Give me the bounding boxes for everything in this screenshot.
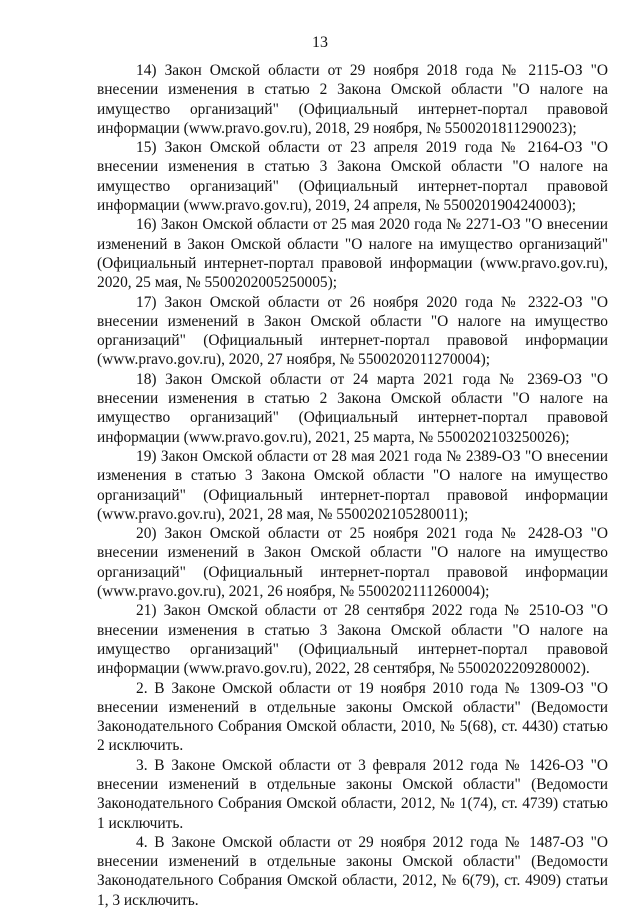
clause-3: 3. В Законе Омской области от 3 февраля 2012 года № 1426-ОЗ "О внесении изменений в отдельные законы Омской области" (Ведомости Законодательного Собрания Омской области, 2012, № 1(74), ст. 4739) статью 1 исключить. — [97, 756, 608, 832]
clause-2: 2. В Законе Омской области от 19 ноября 2010 года № 1309-ОЗ "О внесении изменений в отдельные законы Омской области" (Ведомости Законодательного Собрания Омской области, 2010, № 5(68), ст. 4430) статью 2 исключить. — [97, 679, 608, 755]
list-item-17: 17) Закон Омской области от 26 ноября 2020 года № 2322-ОЗ "О внесении изменений в Закон Омской области "О налоге на имущество организаций" (Официальный интернет-портал правовой информации (www.pravo.gov.ru), 2020, 27 ноября, № 5500202011270004); — [97, 293, 608, 369]
list-item-15: 15) Закон Омской области от 23 апреля 2019 года № 2164-ОЗ "О внесении изменения в статью 3 Закона Омской области "О налоге на имущество организаций" (Официальный интернет-портал правовой информации (www.pravo.gov.ru), 2019, 24 апреля, № 5500201904240003); — [97, 139, 608, 215]
list-item-16: 16) Закон Омской области от 25 мая 2020 года № 2271-ОЗ "О внесении изменений в Закон Омской области "О налоге на имущество организаций" (Официальный интернет-портал правовой информации (www.pravo.gov.ru), 2020, 25 мая, № 5500202005250005); — [97, 216, 608, 292]
list-item-21: 21) Закон Омской области от 28 сентября 2022 года № 2510-ОЗ "О внесении изменения в статью 3 Закона Омской области "О налоге на имущество организаций" (Официальный интернет-портал правовой информации (www.pravo.gov.ru), 2022, 28 сентября, № 5500202209280002). — [97, 602, 608, 678]
list-item-20: 20) Закон Омской области от 25 ноября 2021 года № 2428-ОЗ "О внесении изменений в Закон Омской области "О налоге на имущество организаций" (Официальный интернет-портал правовой информации (www.pravo.gov.ru), 2021, 26 ноября, № 5500202111260004); — [97, 525, 608, 601]
clause-4: 4. В Законе Омской области от 29 ноября 2012 года № 1487-ОЗ "О внесении изменений в отдельные законы Омской области" (Ведомости Законодательного Собрания Омской области, 2012, № 6(79), ст. 4909) статьи 1, 3 исключить. — [97, 833, 608, 909]
list-item-19: 19) Закон Омской области от 28 мая 2021 года № 2389-ОЗ "О внесении изменения в статью 3 Закона Омской области "О налоге на имущество организаций" (Официальный интернет-портал правовой информации (www.pravo.gov.ru), 2021, 28 мая, № 5500202105280011); — [97, 447, 608, 523]
list-item-18: 18) Закон Омской области от 24 марта 2021 года № 2369-ОЗ "О внесении изменения в статью 2 Закона Омской области "О налоге на имущество организаций" (Официальный интернет-портал правовой информации (www.pravo.gov.ru), 2021, 25 марта, № 5500202103250026); — [97, 370, 608, 446]
page-number: 13 — [312, 34, 328, 51]
document-body — [97, 61, 608, 910]
list-item-14: 14) Закон Омской области от 29 ноября 2018 года № 2115-ОЗ "О внесении изменения в статью 2 Закона Омской области "О налоге на имущество организаций" (Официальный интернет-портал правовой информации (www.pravo.gov.ru), 2018, 29 ноября, № 5500201811290023); — [97, 62, 608, 137]
